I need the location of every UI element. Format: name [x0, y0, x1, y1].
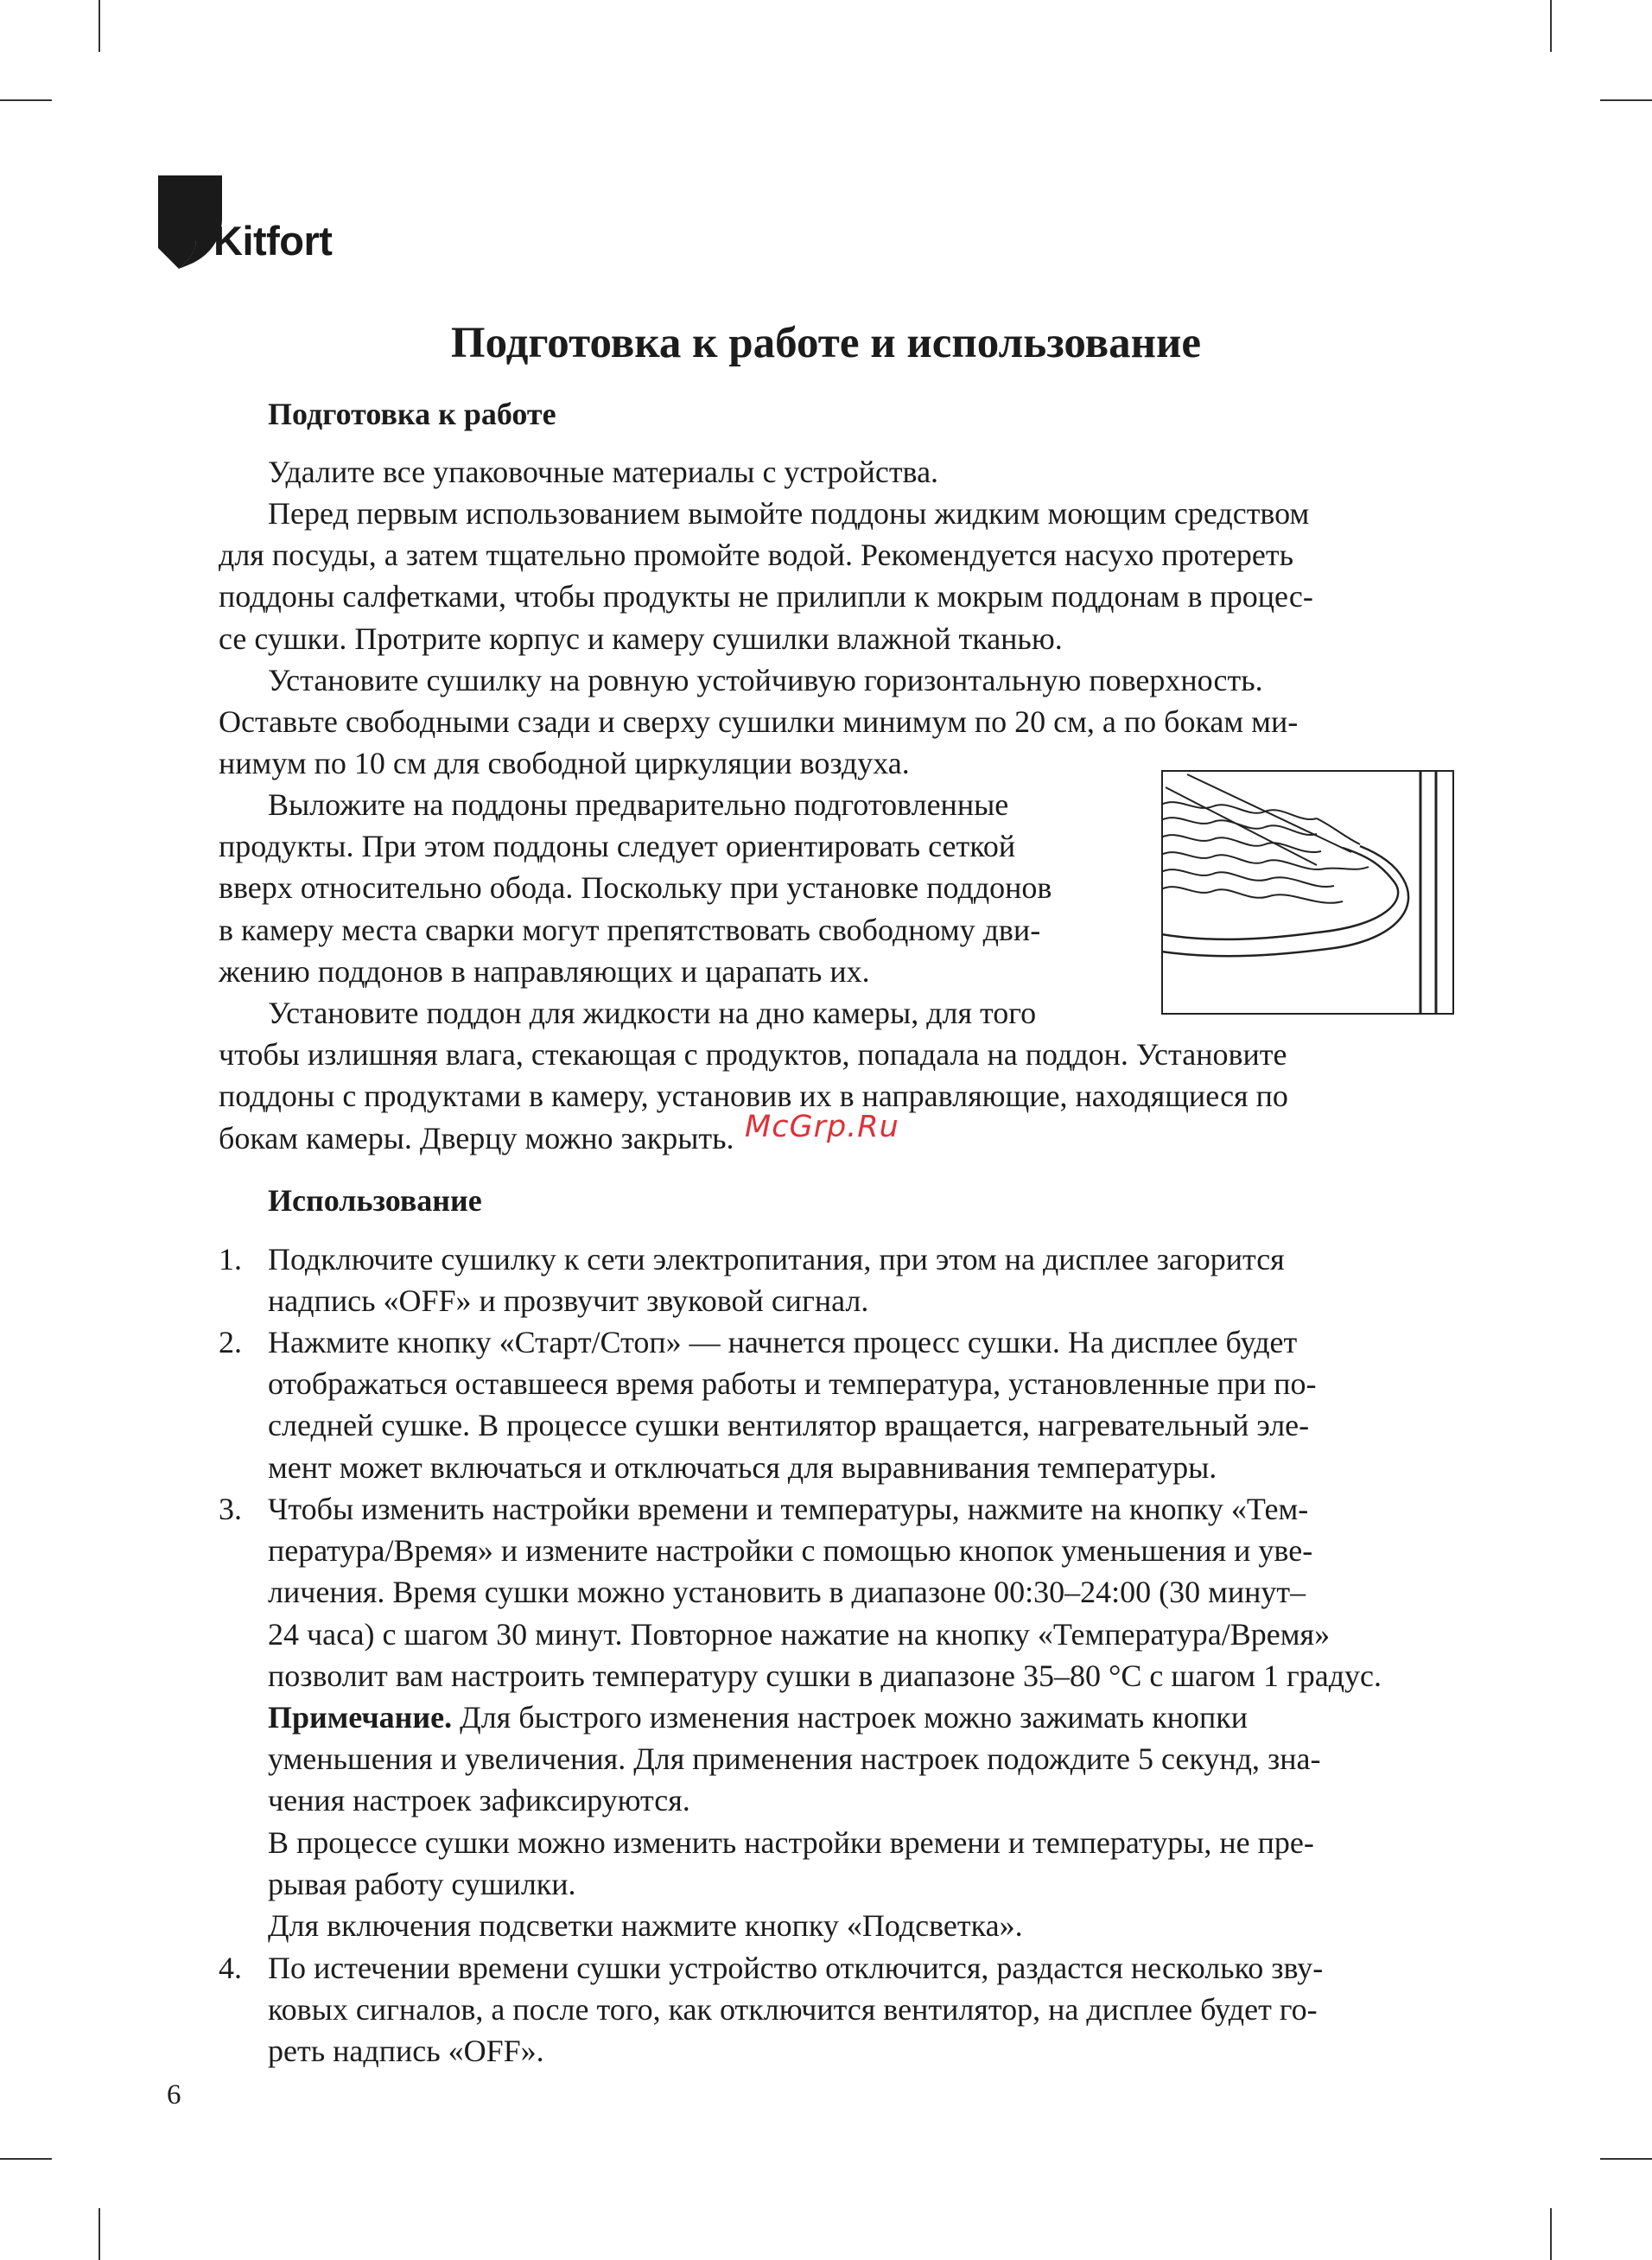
crop-mark [0, 99, 52, 101]
crop-mark [0, 2158, 52, 2160]
text-line: чтобы излишняя влага, стекающая с продуктов, попадала на поддон. Установите [219, 1037, 1287, 1073]
paragraph [219, 784, 1052, 992]
text-line: Для включения подсветки нажмите кнопку «Подсветка». [268, 1908, 1023, 1944]
trays-illustration [1161, 770, 1454, 1015]
text-line: реть надпись «OFF». [268, 2034, 544, 2069]
text-line: пература/Время» и измените настройки с помощью кнопок уменьшения и уве- [268, 1533, 1313, 1569]
text-line: чения настроек зафиксируются. [268, 1783, 690, 1818]
list-number: 2. [219, 1325, 242, 1359]
text-line: поддоны салфетками, чтобы продукты не прилипли к мокрым поддонам в процес- [219, 579, 1313, 614]
page-number: 6 [167, 2079, 181, 2110]
crop-mark [98, 0, 100, 52]
text-line: следней сушке. В процессе сушки вентилятор вращается, нагревательный эле- [268, 1408, 1310, 1443]
text-line: для посуды, а затем тщательно промойте водой. Рекомендуется насухо протереть [219, 538, 1294, 573]
text-line: надпись «OFF» и прозвучит звуковой сигнал. [268, 1283, 869, 1319]
text-line: Подключите сушилку к сети электропитания, при этом на дисплее загорится [268, 1242, 1285, 1276]
text-line: По истечении времени сушки устройство отключится, раздастся несколько зву- [268, 1951, 1324, 1985]
text-line: рывая работу сушилки. [268, 1866, 576, 1901]
text-line: отображаться оставшееся время работы и температура, установленные при по- [268, 1366, 1317, 1402]
crop-mark [1550, 0, 1552, 52]
crop-mark [1600, 99, 1652, 101]
section-heading-preparation: Подготовка к работе [268, 397, 556, 431]
crop-mark [1600, 2158, 1652, 2160]
text-line: Оставьте свободными сзади и сверху сушилки минимум по 20 см, а по бокам ми- [219, 704, 1299, 740]
list-item [219, 1238, 1285, 1321]
text-line: Установите сушилку на ровную устойчивую горизонтальную поверхность. [268, 663, 1263, 697]
text-line: ковых сигналов, а после того, как отключится вентилятор, на дисплее будет го- [268, 1992, 1318, 2028]
note-label: Примечание. [268, 1700, 453, 1735]
list-item [219, 1321, 1317, 1488]
brand-logo [158, 175, 357, 271]
text-line: позволит вам настроить температуру сушки в диапазоне 35–80 °C с шагом 1 градус. [268, 1658, 1382, 1693]
text-line: жению поддонов в направляющих и царапать их. [219, 953, 870, 989]
text-line: вверх относительно обода. Поскольку при установке поддонов [219, 870, 1052, 906]
text-line: се сушки. Протрите корпус и камеру сушилки влажной тканью. [219, 621, 1063, 656]
text-line: личения. Время сушки можно установить в диапазоне 00:30–24:00 (30 минут– [268, 1575, 1306, 1610]
paragraph [219, 493, 1313, 659]
text-line: Выложите на поддоны предварительно подготовленные [268, 787, 1009, 822]
text-line: в камеру места сварки могут препятствовать свободному дви- [219, 912, 1041, 947]
paragraph [219, 451, 938, 493]
text-line: нимум по 10 см для свободной циркуляции воздуха. [219, 746, 910, 781]
list-item [219, 1947, 1323, 2072]
crop-mark [1550, 2208, 1552, 2260]
brand-name: Kitfort [213, 218, 333, 264]
paragraph [219, 659, 1298, 785]
text-line: Для быстрого изменения настроек можно зажимать кнопки [452, 1700, 1248, 1735]
text-line: продукты. При этом поддоны следует ориентировать сеткой [219, 829, 1016, 864]
crop-mark [98, 2208, 100, 2260]
text-line: Перед первым использованием вымойте поддоны жидким моющим средством [268, 496, 1310, 531]
list-number: 3. [219, 1492, 242, 1526]
text-line: Удалите все упаковочные материалы с устройства. [268, 455, 939, 489]
text-line: 24 часа) с шагом 30 минут. Повторное нажатие на кнопку «Температура/Время» [268, 1616, 1331, 1652]
text-line: Нажмите кнопку «Старт/Стоп» — начнется процесс сушки. На дисплее будет [268, 1325, 1298, 1359]
list-number: 1. [219, 1242, 242, 1276]
text-line: уменьшения и увеличения. Для применения настроек подождите 5 секунд, зна- [268, 1741, 1321, 1777]
page-title: Подготовка к работе и использование [450, 319, 1202, 367]
list-number: 4. [219, 1951, 242, 1985]
text-line: Чтобы изменить настройки времени и температуры, нажмите на кнопку «Тем- [268, 1492, 1309, 1526]
text-line: В процессе сушки можно изменить настройки времени и температуры, не пре- [268, 1824, 1314, 1860]
watermark: McGrp.Ru [745, 1110, 899, 1144]
list-item [219, 1488, 1382, 1946]
text-line: поддоны с продуктами в камеру, установив их в направляющие, находящиеся по [219, 1079, 1288, 1114]
section-heading-usage: Использование [268, 1183, 482, 1218]
text-line: Установите поддон для жидкости на дно камеры, для того [268, 996, 1037, 1030]
text-line: бокам камеры. Дверцу можно закрыть. [219, 1120, 734, 1155]
text-line: мент может включаться и отключаться для выравнивания температуры. [268, 1449, 1217, 1485]
